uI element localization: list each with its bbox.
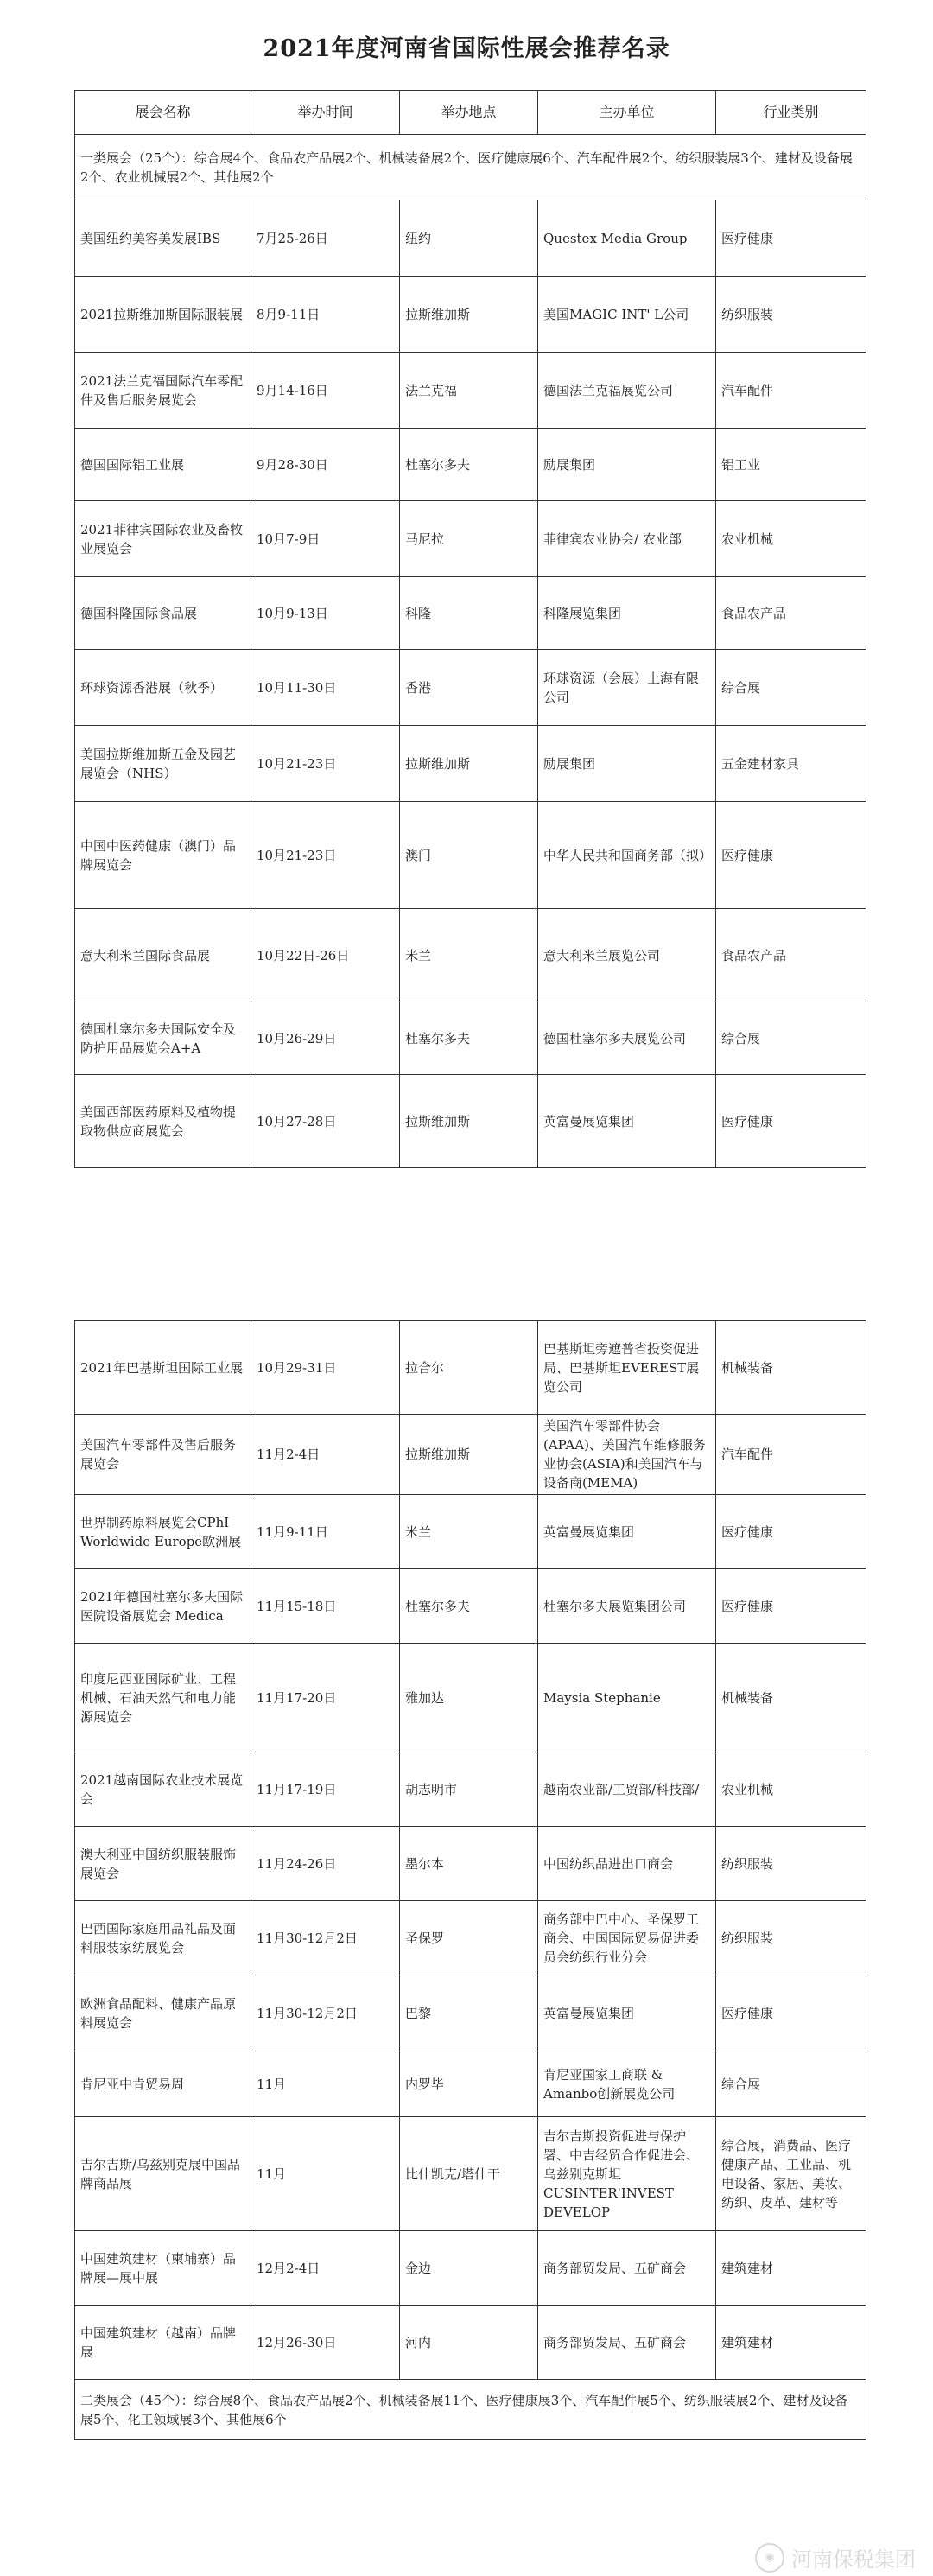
exhibition-table-2 [74,1320,866,2440]
cell-name: 中国建筑建材（越南）品牌展 [75,2306,251,2380]
cell-place: 内罗毕 [400,2051,538,2117]
cell-name: 2021年巴基斯坦国际工业展 [75,1321,251,1415]
cell-time: 11月15-18日 [251,1569,400,1644]
table-row [75,1827,866,1901]
cell-time: 11月30-12月2日 [251,1901,400,1975]
table-row [75,577,866,650]
cell-industry: 农业机械 [716,1752,866,1827]
header-time: 举办时间 [251,91,400,135]
cell-host: 商务部贸发局、五矿商会 [538,2306,716,2380]
cell-name: 中国中医药健康（澳门）品牌展览会 [75,802,251,909]
cell-host: 意大利米兰展览公司 [538,909,716,1002]
cell-time: 10月7-9日 [251,501,400,577]
cell-industry: 医疗健康 [716,1075,866,1168]
cell-industry: 农业机械 [716,501,866,577]
cell-industry: 机械装备 [716,1644,866,1752]
cell-time: 11月24-26日 [251,1827,400,1901]
cell-place: 香港 [400,650,538,726]
table-row [75,1075,866,1168]
cell-place: 拉斯维加斯 [400,277,538,353]
cell-time: 10月21-23日 [251,802,400,909]
table-row [75,277,866,353]
cell-name: 2021越南国际农业技术展览会 [75,1752,251,1827]
cell-industry: 医疗健康 [716,1975,866,2051]
cell-time: 10月26-29日 [251,1002,400,1075]
cell-host: 英富曼展览集团 [538,1495,716,1569]
table-row [75,802,866,909]
cell-time: 10月21-23日 [251,726,400,802]
cell-time: 10月22日-26日 [251,909,400,1002]
exhibition-table-1 [74,90,866,1168]
cell-name: 2021年德国杜塞尔多夫国际医院设备展览会 Medica [75,1569,251,1644]
cell-time: 11月 [251,2051,400,2117]
header-name: 展会名称 [75,91,251,135]
cell-name: 中国建筑建材（柬埔寨）品牌展—展中展 [75,2231,251,2306]
category-note-row [75,2380,866,2440]
category2-note: 二类展会（45个）：综合展8个、食品农产品展2个、机械装备展11个、医疗健康展3个、汽车配件展5个、纺织服装展2个、建材及设备展5个、化工领域展3个、其他展6个 [75,2380,866,2440]
header-industry: 行业类别 [716,91,866,135]
cell-host: 杜塞尔多夫展览集团公司 [538,1569,716,1644]
cell-time: 10月27-28日 [251,1075,400,1168]
cell-host: Maysia Stephanie [538,1644,716,1752]
cell-place: 拉合尔 [400,1321,538,1415]
cell-place: 米兰 [400,1495,538,1569]
cell-host: Questex Media Group [538,200,716,277]
table-row [75,2231,866,2306]
cell-industry: 综合展 [716,650,866,726]
watermark [755,2542,916,2573]
cell-industry: 食品农产品 [716,577,866,650]
table-row [75,2117,866,2231]
cell-time: 9月14-16日 [251,353,400,429]
table-row [75,1415,866,1495]
cell-place: 金边 [400,2231,538,2306]
cell-name: 印度尼西亚国际矿业、工程机械、石油天然气和电力能源展览会 [75,1644,251,1752]
table-row [75,1002,866,1075]
cell-industry: 医疗健康 [716,200,866,277]
table-row [75,200,866,277]
cell-name: 澳大利亚中国纺织服装服饰展览会 [75,1827,251,1901]
cell-place: 墨尔本 [400,1827,538,1901]
cell-industry: 纺织服装 [716,277,866,353]
page-title: 2021年度河南省国际性展会推荐名录 [263,35,670,62]
cell-time: 10月29-31日 [251,1321,400,1415]
cell-time: 11月17-19日 [251,1752,400,1827]
cell-host: 英富曼展览集团 [538,1075,716,1168]
cell-place: 杜塞尔多夫 [400,429,538,501]
cell-name: 意大利米兰国际食品展 [75,909,251,1002]
cell-time: 12月26-30日 [251,2306,400,2380]
cell-host: 励展集团 [538,429,716,501]
cell-place: 拉斯维加斯 [400,1415,538,1495]
cell-place: 杜塞尔多夫 [400,1569,538,1644]
cell-name: 德国国际铝工业展 [75,429,251,501]
table-row [75,501,866,577]
table-row [75,353,866,429]
cell-industry: 五金建材家具 [716,726,866,802]
cell-industry: 纺织服装 [716,1901,866,1975]
category1-note: 一类展会（25个）：综合展4个、食品农产品展2个、机械装备展2个、医疗健康展6个、汽车配件展2个、纺织服装展3个、建材及设备展2个、农业机械展2个、其他展2个 [75,135,866,200]
cell-place: 圣保罗 [400,1901,538,1975]
weibo-icon: ◉ [755,2543,784,2573]
table-row [75,650,866,726]
header-host: 主办单位 [538,91,716,135]
cell-time: 7月25-26日 [251,200,400,277]
watermark-text: 河南保税集团 [791,2547,916,2572]
cell-name: 环球资源香港展（秋季） [75,650,251,726]
table-header-row [75,91,866,135]
cell-host: 美国汽车零部件协会(APAA)、美国汽车维修服务业协会(ASIA)和美国汽车与设备商(MEMA) [538,1415,716,1495]
table-row [75,1644,866,1752]
table-row [75,909,866,1002]
cell-place: 科隆 [400,577,538,650]
cell-host: 德国杜塞尔多夫展览公司 [538,1002,716,1075]
cell-time: 11月17-20日 [251,1644,400,1752]
cell-name: 德国杜塞尔多夫国际安全及防护用品展览会A+A [75,1002,251,1075]
cell-name: 欧洲食品配料、健康产品原料展览会 [75,1975,251,2051]
cell-host: 越南农业部/工贸部/科技部/ [538,1752,716,1827]
cell-place: 拉斯维加斯 [400,1075,538,1168]
table-row [75,1321,866,1415]
cell-industry: 医疗健康 [716,802,866,909]
cell-industry: 综合展 [716,2051,866,2117]
cell-place: 杜塞尔多夫 [400,1002,538,1075]
cell-host: 中国纺织品进出口商会 [538,1827,716,1901]
cell-industry: 铝工业 [716,429,866,501]
cell-name: 巴西国际家庭用品礼品及面料服装家纺展览会 [75,1901,251,1975]
cell-time: 9月28-30日 [251,429,400,501]
cell-host: 美国MAGIC INT' L公司 [538,277,716,353]
cell-time: 10月9-13日 [251,577,400,650]
cell-host: 环球资源（会展）上海有限公司 [538,650,716,726]
cell-name: 吉尔吉斯/乌兹别克展中国品牌商品展 [75,2117,251,2231]
cell-place: 米兰 [400,909,538,1002]
cell-host: 肯尼亚国家工商联 & Amanbo创新展览公司 [538,2051,716,2117]
table-row [75,726,866,802]
cell-industry: 综合展，消费品、医疗健康产品、工业品、机电设备、家居、美妆、纺织、皮革、建材等 [716,2117,866,2231]
cell-host: 商务部中巴中心、圣保罗工商会、中国国际贸易促进委员会纺织行业分会 [538,1901,716,1975]
category-note-row [75,135,866,200]
cell-name: 2021法兰克福国际汽车零配件及售后服务展览会 [75,353,251,429]
cell-name: 美国纽约美容美发展IBS [75,200,251,277]
header-place: 举办地点 [400,91,538,135]
cell-time: 8月9-11日 [251,277,400,353]
cell-time: 11月2-4日 [251,1415,400,1495]
table-row [75,429,866,501]
cell-time: 11月9-11日 [251,1495,400,1569]
cell-host: 科隆展览集团 [538,577,716,650]
cell-place: 法兰克福 [400,353,538,429]
cell-name: 肯尼亚中肯贸易周 [75,2051,251,2117]
table-row [75,1901,866,1975]
cell-place: 巴黎 [400,1975,538,2051]
cell-host: 巴基斯坦旁遮普省投资促进局、巴基斯坦EVEREST展览公司 [538,1321,716,1415]
cell-place: 马尼拉 [400,501,538,577]
cell-industry: 汽车配件 [716,1415,866,1495]
cell-time: 10月11-30日 [251,650,400,726]
cell-industry: 综合展 [716,1002,866,1075]
cell-place: 胡志明市 [400,1752,538,1827]
cell-place: 纽约 [400,200,538,277]
cell-name: 美国拉斯维加斯五金及园艺展览会（NHS） [75,726,251,802]
table-row [75,1569,866,1644]
cell-name: 2021菲律宾国际农业及畜牧业展览会 [75,501,251,577]
cell-industry: 建筑建材 [716,2231,866,2306]
cell-host: 吉尔吉斯投资促进与保护署、中吉经贸合作促进会、乌兹别克斯坦CUSINTER'INVEST DEVELOP [538,2117,716,2231]
cell-industry: 医疗健康 [716,1495,866,1569]
cell-host: 菲律宾农业协会/ 农业部 [538,501,716,577]
cell-time: 12月2-4日 [251,2231,400,2306]
cell-industry: 汽车配件 [716,353,866,429]
cell-host: 英富曼展览集团 [538,1975,716,2051]
cell-industry: 纺织服装 [716,1827,866,1901]
cell-industry: 医疗健康 [716,1569,866,1644]
cell-place: 澳门 [400,802,538,909]
cell-host: 励展集团 [538,726,716,802]
table-row [75,1752,866,1827]
cell-industry: 建筑建材 [716,2306,866,2380]
table-row [75,1975,866,2051]
cell-industry: 食品农产品 [716,909,866,1002]
table-row [75,2306,866,2380]
cell-host: 德国法兰克福展览公司 [538,353,716,429]
cell-place: 河内 [400,2306,538,2380]
cell-name: 德国科隆国际食品展 [75,577,251,650]
cell-host: 商务部贸发局、五矿商会 [538,2231,716,2306]
cell-host: 中华人民共和国商务部（拟） [538,802,716,909]
cell-time: 11月30-12月2日 [251,1975,400,2051]
table-row [75,2051,866,2117]
cell-name: 美国汽车零部件及售后服务展览会 [75,1415,251,1495]
cell-name: 美国西部医药原料及植物提取物供应商展览会 [75,1075,251,1168]
table-row [75,1495,866,1569]
cell-time: 11月 [251,2117,400,2231]
cell-place: 拉斯维加斯 [400,726,538,802]
cell-name: 世界制药原料展览会CPhI Worldwide Europe欧洲展 [75,1495,251,1569]
cell-place: 雅加达 [400,1644,538,1752]
cell-industry: 机械装备 [716,1321,866,1415]
cell-place: 比什凯克/塔什干 [400,2117,538,2231]
cell-name: 2021拉斯维加斯国际服装展 [75,277,251,353]
